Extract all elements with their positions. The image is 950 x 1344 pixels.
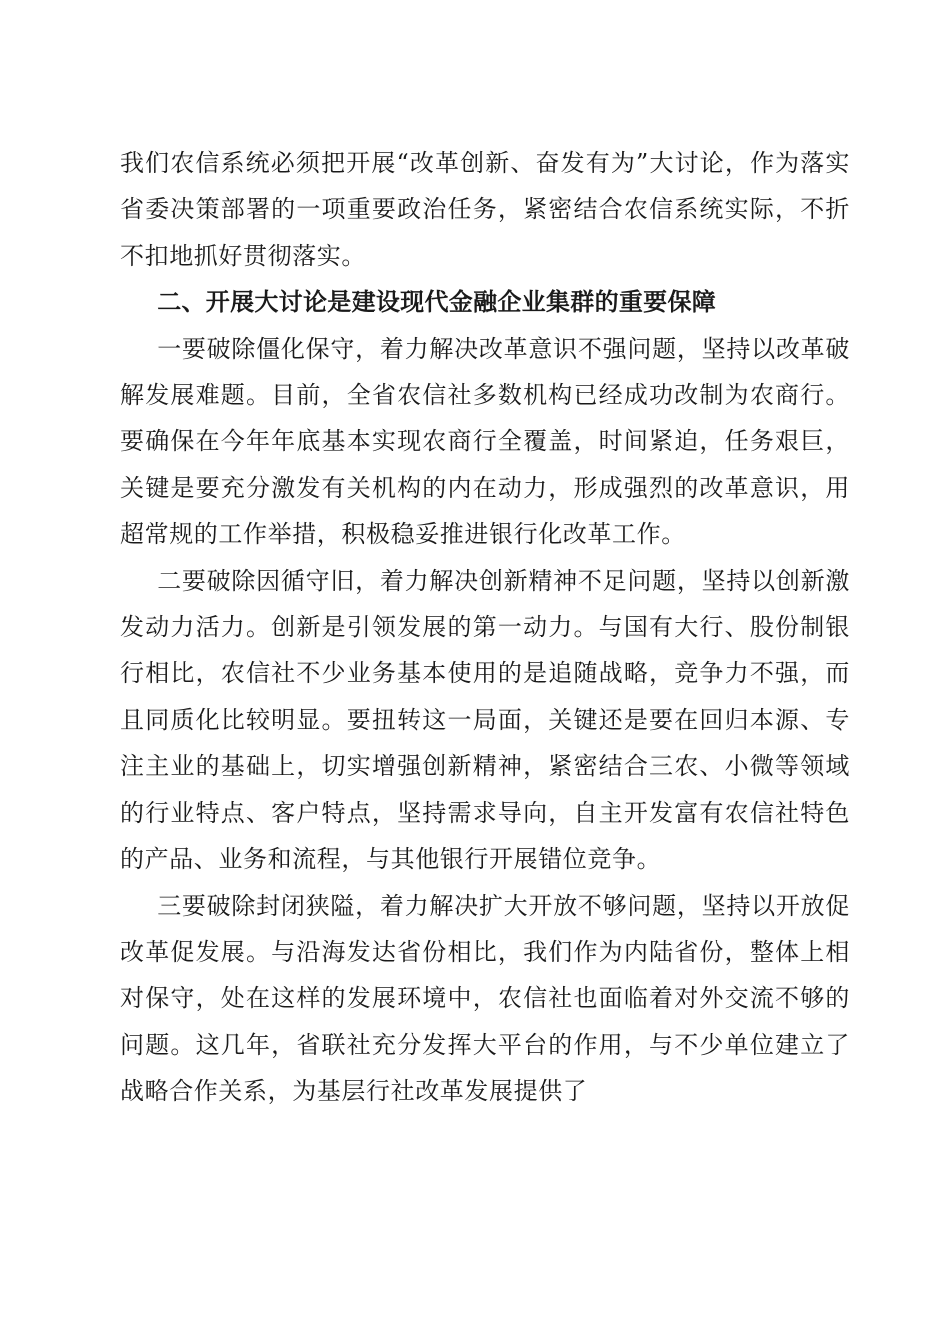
paragraph-reform: 一要破除僵化保守，着力解决改革意识不强问题，坚持以改革破解发展难题。目前，全省农信社多数机构已经成功改制为农商行。要确保在今年年底基本实现农商行全覆盖，时间紧迫，任务艰巨，关键是要充分激发有关机构的内在动力，形成强烈的改革意识，用超常规的工作举措，积极稳妥推进银行化改革工作。	[120, 334, 850, 549]
paragraph-openness: 三要破除封闭狭隘，着力解决扩大开放不够问题，坚持以开放促改革促发展。与沿海发达省份相比，我们作为内陆省份，整体上相对保守，处在这样的发展环境中，农信社也面临着对外交流不够的问题。这几年，省联社充分发挥大平台的作用，与不少单位建立了战略合作关系，为基层行社改革发展提供了	[120, 891, 850, 1106]
document-body	[120, 140, 850, 1115]
paragraph-continuation: 我们农信系统必须把开展“改革创新、奋发有为”大讨论，作为落实省委决策部署的一项重要政治任务，紧密结合农信系统实际，不折不扣地抓好贯彻落实。	[120, 149, 850, 270]
section-heading: 二、开展大讨论是建设现代金融企业集群的重要保障	[157, 288, 717, 317]
paragraph-innovation: 二要破除因循守旧，着力解决创新精神不足问题，坚持以创新激发动力活力。创新是引领发展的第一动力。与国有大行、股份制银行相比，农信社不少业务基本使用的是追随战略，竞争力不强，而且同质化比较明显。要扭转这一局面，关键还是要在回归本源、专注主业的基础上，切实增强创新精神，紧密结合三农、小微等领域的行业特点、客户特点，坚持需求导向，自主开发富有农信社特色的产品、业务和流程，与其他银行开展错位竞争。	[120, 566, 850, 874]
